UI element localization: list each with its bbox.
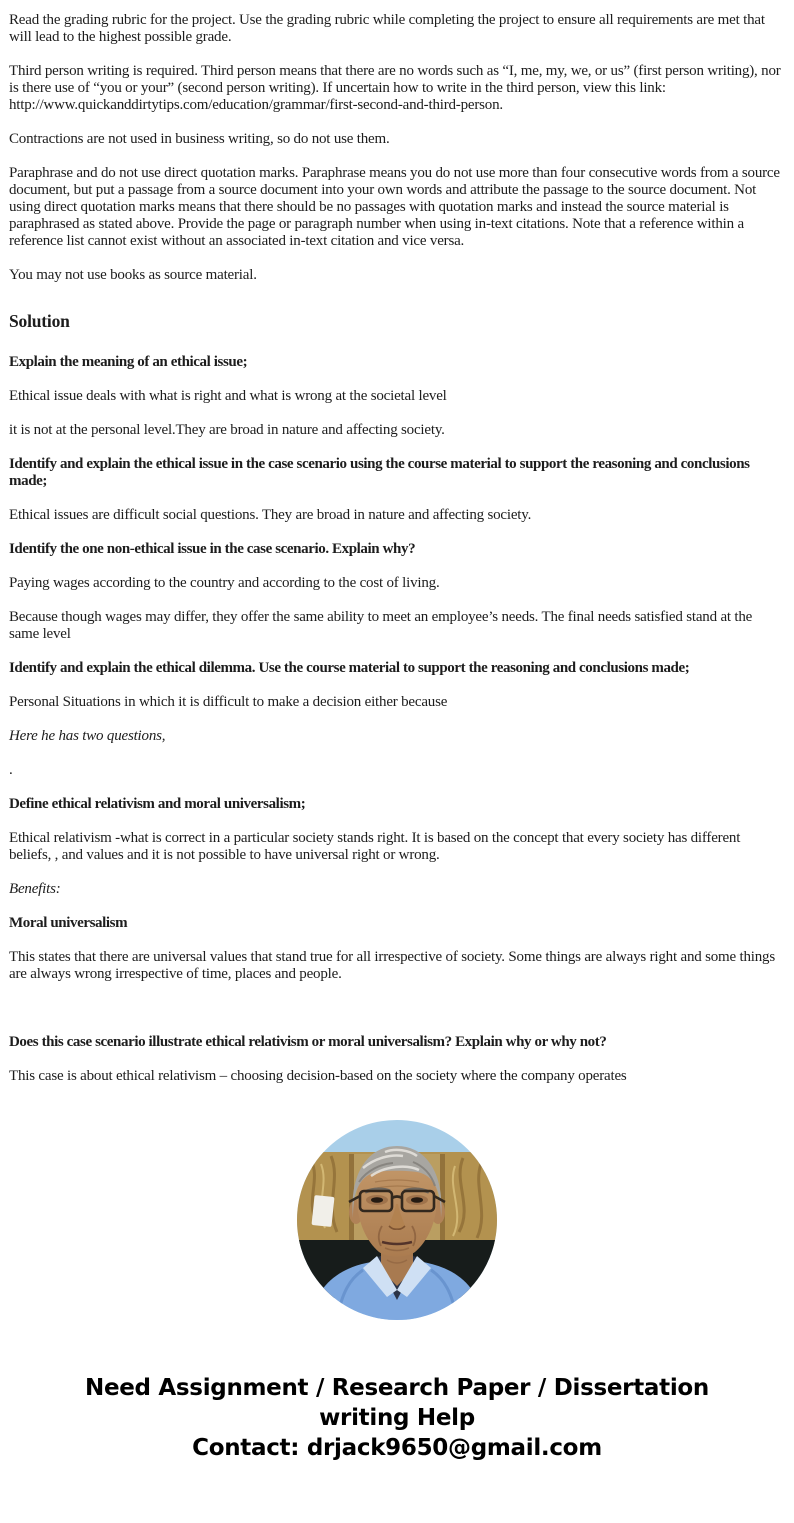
- footer-line-services: Need Assignment / Research Paper / Dissertation: [85, 1375, 709, 1401]
- instruction-paragraph-contractions: Contractions are not used in business writing, so do not use them.: [9, 131, 390, 147]
- solution-section: [9, 354, 785, 1085]
- solution-subheading: Define ethical relativism and moral universalism;: [9, 796, 306, 812]
- solution-paragraph-italic: Benefits:: [9, 881, 61, 897]
- solution-paragraph: Ethical relativism -what is correct in a particular society stands right. It is based on the concept that every society has different beliefs, , and values and it is not possible to have universal right or wrong.: [9, 830, 741, 863]
- solution-subheading: Moral universalism: [9, 915, 128, 931]
- solution-paragraph: .: [9, 762, 13, 778]
- instruction-paragraph-rubric: Read the grading rubric for the project. Use the grading rubric while completing the project to ensure all requirements are met that will lead to the highest possible grade.: [9, 12, 765, 45]
- tutor-photo-image: [297, 1120, 497, 1320]
- solution-paragraph: it is not at the personal level.They are broad in nature and affecting society.: [9, 422, 445, 438]
- blank-gap: [9, 1000, 785, 1034]
- instruction-paragraph-third-person: Third person writing is required. Third person means that there are no words such as “I, me, my, we, or us” (first person writing), nor is there use of “you or your” (second person writing). If uncertain how to write in the third person, view this link: http://www.quickanddirtytips.com/education/grammar/first-second-and-third-person.: [9, 63, 781, 113]
- footer-line-help: writing Help: [319, 1405, 475, 1431]
- footer-line-contact: Contact: drjack9650@gmail.com: [192, 1435, 602, 1461]
- instructions-section: [9, 12, 785, 284]
- solution-paragraph: This case is about ethical relativism – choosing decision-based on the society where the company operates: [9, 1068, 627, 1084]
- solution-heading: Solution: [9, 311, 70, 331]
- solution-subheading: Explain the meaning of an ethical issue;: [9, 354, 248, 370]
- solution-paragraph: Ethical issue deals with what is right and what is wrong at the societal level: [9, 388, 447, 404]
- instruction-paragraph-books: You may not use books as source material.: [9, 267, 257, 283]
- solution-subheading: Identify and explain the ethical dilemma. Use the course material to support the reasoning and conclusions made;: [9, 660, 690, 676]
- solution-subheading: Identify and explain the ethical issue in the case scenario using the course material to support the reasoning and conclusions made;: [9, 456, 750, 489]
- instruction-paragraph-paraphrase: Paraphrase and do not use direct quotation marks. Paraphrase means you do not use more than four consecutive words from a source document, but put a passage from a source document into your own words and attribute the passage to the source document. Not using direct quotation marks means that there should be no passages with quotation marks and instead the source material is paraphrased as stated above. Provide the page or paragraph number when using in-text citations. Note that a reference within a reference list cannot exist without an associated in-text citation and vice versa.: [9, 165, 780, 249]
- solution-subheading: Identify the one non-ethical issue in the case scenario. Explain why?: [9, 541, 416, 557]
- solution-paragraph: Ethical issues are difficult social questions. They are broad in nature and affecting society.: [9, 507, 532, 523]
- tutor-photo: [9, 1120, 785, 1325]
- solution-paragraph: Personal Situations in which it is difficult to make a decision either because: [9, 694, 448, 710]
- footer-banner: [9, 1373, 785, 1463]
- wall-plate: [311, 1195, 334, 1227]
- solution-paragraph: Because though wages may differ, they offer the same ability to meet an employee’s needs. The final needs satisfied stand at the same level: [9, 609, 753, 642]
- eye-left: [371, 1197, 383, 1203]
- solution-paragraph-italic: Here he has two questions,: [9, 728, 166, 744]
- solution-paragraph: Paying wages according to the country and according to the cost of living.: [9, 575, 440, 591]
- solution-subheading: Does this case scenario illustrate ethical relativism or moral universalism? Explain why or why not?: [9, 1034, 607, 1050]
- solution-paragraph: This states that there are universal values that stand true for all irrespective of society. Some things are always right and some things are always wrong irrespective of time, places and people.: [9, 949, 775, 982]
- eye-right: [411, 1197, 423, 1203]
